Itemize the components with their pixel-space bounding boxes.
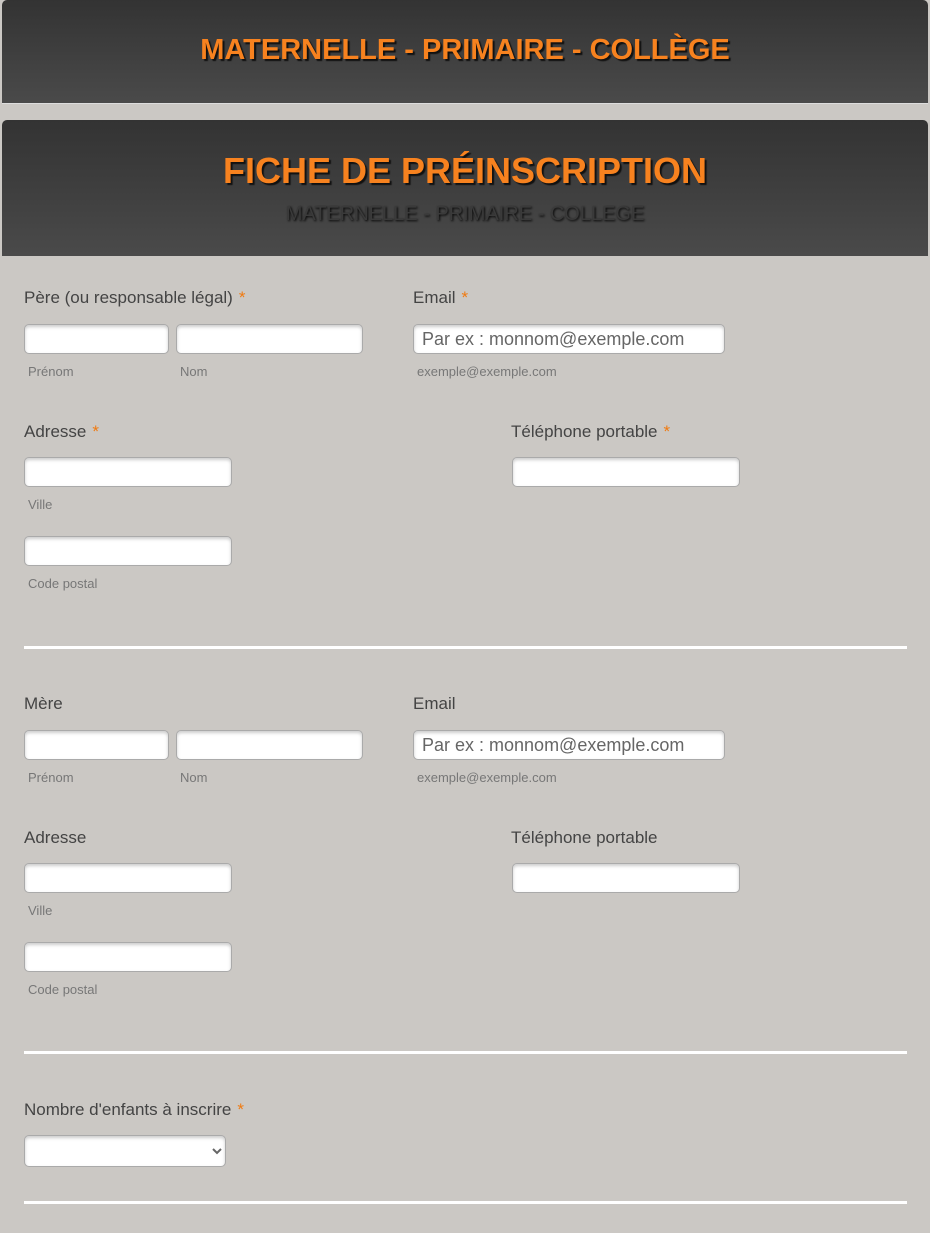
mere-email-hint: exemple@exemple.com [417,770,557,785]
pere-tel-input[interactable] [512,457,740,487]
site-title: MATERNELLE - PRIMAIRE - COLLÈGE [200,34,730,66]
mere-adresse-label: Adresse [24,828,87,847]
mere-prenom-sublabel: Prénom [28,770,74,785]
required-marker: * [663,422,671,441]
enfants-count-select[interactable] [24,1135,226,1167]
pere-tel-label [511,422,670,442]
mere-nom-sublabel: Nom [180,770,208,785]
divider [24,1051,907,1054]
form-header [2,120,928,256]
mere-tel-input[interactable] [512,863,740,893]
mere-email-input[interactable] [413,730,725,760]
mere-code-postal-input[interactable] [24,942,232,972]
enfants-label-text: Nombre d'enfants à inscrire [24,1100,232,1119]
pere-prenom-sublabel: Prénom [28,364,74,379]
pere-ville-sublabel: Ville [28,497,53,512]
form-subtitle: MATERNELLE - PRIMAIRE - COLLEGE [285,203,645,225]
pere-nom-input[interactable] [176,324,363,354]
required-marker: * [461,288,469,307]
pere-email-label-text: Email [413,288,456,307]
mere-email-label: Email [413,694,456,713]
mere-nom-input[interactable] [176,730,363,760]
enfants-label [24,1100,244,1120]
pere-email-label [413,288,468,308]
pere-nom-sublabel: Nom [180,364,208,379]
divider [24,1201,907,1204]
mere-label: Mère [24,694,63,713]
site-header [2,0,928,104]
required-marker: * [92,422,99,441]
pere-adresse-label [24,422,99,442]
pere-email-hint: exemple@exemple.com [417,364,557,379]
divider [24,646,907,649]
pere-ville-input[interactable] [24,457,232,487]
mere-ville-input[interactable] [24,863,232,893]
pere-code-postal-input[interactable] [24,536,232,566]
pere-label [24,288,245,308]
pere-prenom-input[interactable] [24,324,169,354]
mere-ville-sublabel: Ville [28,903,53,918]
pere-label-text: Père (ou responsable légal) [24,288,233,307]
form-title: FICHE DE PRÉINSCRIPTION [222,150,708,191]
mere-code-postal-sublabel: Code postal [28,982,98,997]
required-marker: * [237,1100,244,1119]
pere-adresse-label-text: Adresse [24,422,87,441]
pere-email-input[interactable] [413,324,725,354]
required-marker: * [238,288,246,307]
pere-code-postal-sublabel: Code postal [28,576,98,591]
pere-tel-label-text: Téléphone portable [511,422,658,441]
mere-prenom-input[interactable] [24,730,169,760]
mere-tel-label: Téléphone portable [511,828,658,847]
